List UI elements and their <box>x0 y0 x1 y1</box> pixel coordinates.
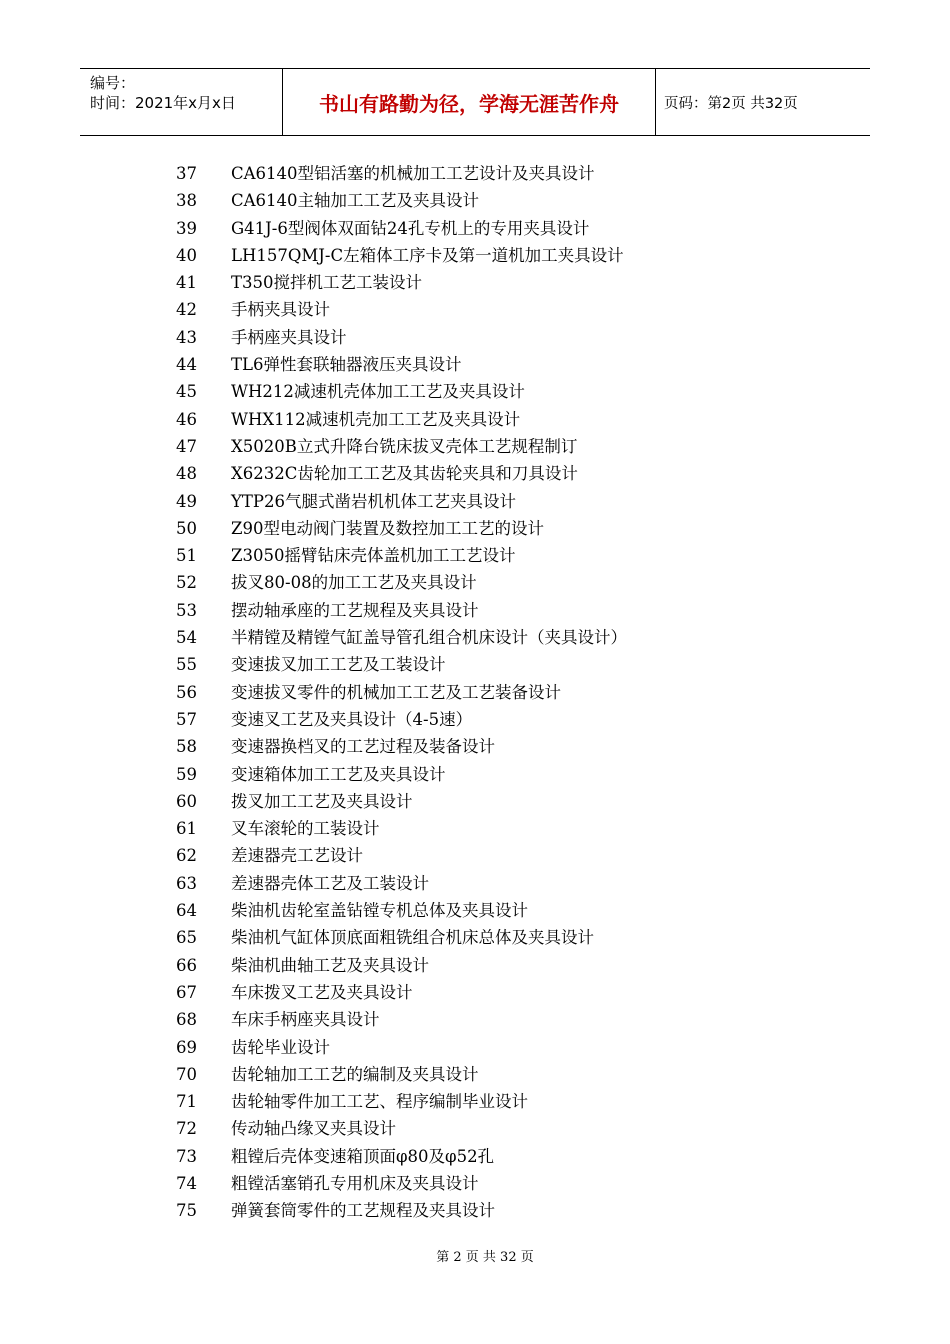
list-item <box>176 324 876 351</box>
list-item <box>176 242 876 269</box>
list-item <box>176 761 876 788</box>
item-number: 52 <box>176 573 197 593</box>
topic-list <box>176 160 876 1225</box>
item-title: 传动轴凸缘叉夹具设计 <box>231 1119 396 1139</box>
list-item <box>176 1143 876 1170</box>
item-title: 半精镗及精镗气缸盖导管孔组合机床设计（夹具设计） <box>231 628 627 648</box>
list-item <box>176 979 876 1006</box>
item-number: 67 <box>176 982 197 1002</box>
item-title: 弹簧套筒零件的工艺规程及夹具设计 <box>231 1201 495 1221</box>
item-number: 63 <box>176 873 197 893</box>
item-title: 手柄夹具设计 <box>231 300 330 320</box>
item-title: 叉车滚轮的工装设计 <box>231 819 380 839</box>
list-item <box>176 515 876 542</box>
item-number: 53 <box>176 600 197 620</box>
item-number: 72 <box>176 1119 197 1139</box>
list-item <box>176 1006 876 1033</box>
item-title: 拨叉加工工艺及夹具设计 <box>231 791 413 811</box>
page-header <box>80 68 870 136</box>
list-item <box>176 897 876 924</box>
header-motto: 书山有路勤为径，学海无涯苦作舟 <box>282 69 656 135</box>
code-label: 编号： <box>90 74 136 92</box>
list-item <box>176 542 876 569</box>
item-title: X6232C齿轮加工工艺及其齿轮夹具和刀具设计 <box>231 464 578 484</box>
item-title: Z90型电动阀门装置及数控加工工艺的设计 <box>231 518 544 538</box>
item-title: 变速拔叉加工工艺及工装设计 <box>231 655 446 675</box>
item-title: 柴油机曲轴工艺及夹具设计 <box>231 955 429 975</box>
item-number: 43 <box>176 327 197 347</box>
item-title: 齿轮轴加工工艺的编制及夹具设计 <box>231 1064 479 1084</box>
list-item <box>176 187 876 214</box>
item-number: 44 <box>176 355 197 375</box>
list-item <box>176 488 876 515</box>
list-item <box>176 160 876 187</box>
item-number: 47 <box>176 436 197 456</box>
item-number: 64 <box>176 901 197 921</box>
item-number: 41 <box>176 273 197 293</box>
item-title: 粗镗后壳体变速箱顶面φ80及φ52孔 <box>231 1146 495 1166</box>
item-number: 45 <box>176 382 197 402</box>
item-number: 58 <box>176 737 197 757</box>
list-item <box>176 569 876 596</box>
item-title: T350搅拌机工艺工装设计 <box>231 273 422 293</box>
item-number: 51 <box>176 546 197 566</box>
item-number: 59 <box>176 764 197 784</box>
list-item <box>176 1034 876 1061</box>
item-number: 62 <box>176 846 197 866</box>
item-number: 66 <box>176 955 197 975</box>
list-item <box>176 406 876 433</box>
item-number: 75 <box>176 1201 197 1221</box>
item-number: 57 <box>176 709 197 729</box>
item-title: 变速拔叉零件的机械加工工艺及工艺装备设计 <box>231 682 561 702</box>
item-title: 车床拨叉工艺及夹具设计 <box>231 982 413 1002</box>
item-number: 40 <box>176 245 197 265</box>
item-number: 42 <box>176 300 197 320</box>
item-number: 49 <box>176 491 197 511</box>
item-title: 柴油机气缸体顶底面粗铣组合机床总体及夹具设计 <box>231 928 594 948</box>
item-number: 73 <box>176 1146 197 1166</box>
list-item <box>176 651 876 678</box>
list-item <box>176 296 876 323</box>
list-item <box>176 460 876 487</box>
item-title: 齿轮轴零件加工工艺、程序编制毕业设计 <box>231 1092 528 1112</box>
list-item <box>176 733 876 760</box>
list-item <box>176 924 876 951</box>
item-title: 粗镗活塞销孔专用机床及夹具设计 <box>231 1173 479 1193</box>
item-number: 60 <box>176 791 197 811</box>
item-number: 69 <box>176 1037 197 1057</box>
item-title: 差速器壳工艺设计 <box>231 846 363 866</box>
item-title: 差速器壳体工艺及工装设计 <box>231 873 429 893</box>
item-number: 56 <box>176 682 197 702</box>
item-number: 39 <box>176 218 197 238</box>
item-number: 38 <box>176 191 197 211</box>
list-item <box>176 842 876 869</box>
list-item <box>176 706 876 733</box>
item-title: CA6140型铝活塞的机械加工工艺设计及夹具设计 <box>231 164 595 183</box>
item-title: Z3050摇臂钻床壳体盖机加工工艺设计 <box>231 546 516 566</box>
item-title: YTP26气腿式凿岩机机体工艺夹具设计 <box>231 491 516 511</box>
item-title: X5020B立式升降台铣床拔叉壳体工艺规程制订 <box>231 436 578 456</box>
list-item <box>176 624 876 651</box>
time-label: 时间：2021年x月x日 <box>90 94 236 112</box>
item-title: WH212减速机壳体加工工艺及夹具设计 <box>231 382 525 402</box>
list-item <box>176 952 876 979</box>
list-item <box>176 1197 876 1224</box>
item-number: 61 <box>176 819 197 839</box>
item-number: 68 <box>176 1010 197 1030</box>
header-meta <box>80 69 282 135</box>
list-item <box>176 1088 876 1115</box>
list-item <box>176 351 876 378</box>
item-title: 齿轮毕业设计 <box>231 1037 330 1057</box>
item-title: 变速器换档叉的工艺过程及装备设计 <box>231 737 495 757</box>
list-item <box>176 378 876 405</box>
item-title: LH157QMJ-C左箱体工序卡及第一道机加工夹具设计 <box>231 245 624 265</box>
item-number: 55 <box>176 655 197 675</box>
item-title: TL6弹性套联轴器液压夹具设计 <box>231 355 462 375</box>
item-number: 37 <box>176 164 197 183</box>
page-footer: 第 2 页 共 32 页 <box>436 1250 534 1265</box>
item-number: 70 <box>176 1064 197 1084</box>
item-title: 变速叉工艺及夹具设计（4-5速） <box>231 709 473 729</box>
list-item <box>176 269 876 296</box>
item-title: 柴油机齿轮室盖钻镗专机总体及夹具设计 <box>231 901 528 921</box>
list-item <box>176 1115 876 1142</box>
list-item <box>176 1170 876 1197</box>
list-item <box>176 679 876 706</box>
item-title: 摆动轴承座的工艺规程及夹具设计 <box>231 600 479 620</box>
item-title: CA6140主轴加工工艺及夹具设计 <box>231 191 480 211</box>
item-title: 手柄座夹具设计 <box>231 327 347 347</box>
item-title: G41J-6型阀体双面钻24孔专机上的专用夹具设计 <box>231 218 590 238</box>
list-item <box>176 870 876 897</box>
item-number: 74 <box>176 1173 197 1193</box>
item-number: 65 <box>176 928 197 948</box>
item-title: WHX112减速机壳加工工艺及夹具设计 <box>231 409 521 429</box>
list-item <box>176 1061 876 1088</box>
list-item <box>176 815 876 842</box>
item-number: 50 <box>176 518 197 538</box>
item-title: 车床手柄座夹具设计 <box>231 1010 380 1030</box>
item-title: 变速箱体加工工艺及夹具设计 <box>231 764 446 784</box>
list-item <box>176 788 876 815</box>
item-number: 71 <box>176 1092 197 1112</box>
list-item <box>176 597 876 624</box>
item-number: 48 <box>176 464 197 484</box>
list-item <box>176 433 876 460</box>
item-number: 54 <box>176 628 197 648</box>
item-title: 拔叉80-08的加工工艺及夹具设计 <box>231 573 477 593</box>
list-item <box>176 215 876 242</box>
item-number: 46 <box>176 409 197 429</box>
header-page-info: 页码：第2页 共32页 <box>664 95 798 112</box>
